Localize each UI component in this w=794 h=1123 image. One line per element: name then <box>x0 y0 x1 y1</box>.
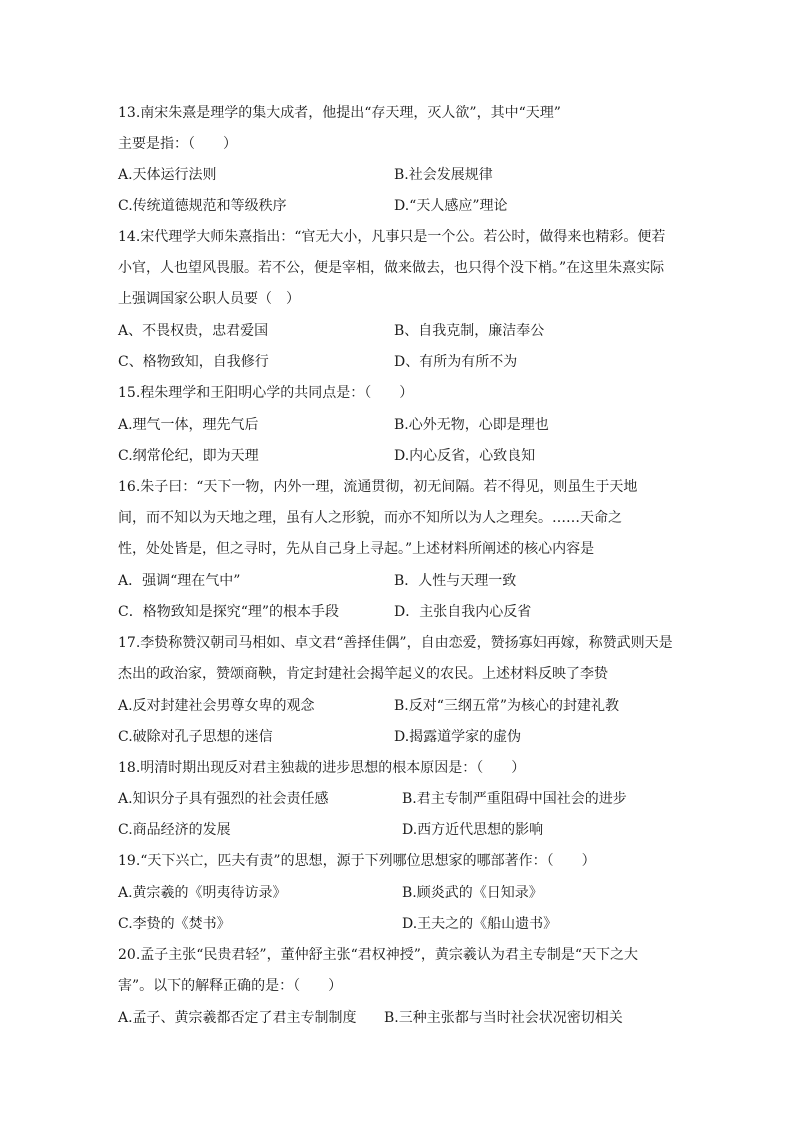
q16-option-c: C．格物致知是探究“理”的根本手段 <box>118 604 340 620</box>
q14-option-b: B、自我克制，廉洁奉公 <box>394 323 545 339</box>
q19-option-b: B.顾炎武的《日知录》 <box>402 885 543 901</box>
q14-option-d: D、有所为有所不为 <box>394 354 518 370</box>
q18-option-d: D.西方近代思想的影响 <box>402 822 544 838</box>
q15-option-b: B.心外无物，心即是理也 <box>394 417 549 433</box>
q15-stem-line-1: 15.程朱理学和王阳明心学的共同点是：（ ） <box>118 385 414 401</box>
q13-option-b: B.社会发展规律 <box>394 167 493 183</box>
q20-option-a: A.孟子、黄宗羲都否定了君主专制制度 <box>118 1010 357 1026</box>
q17-option-c: C.破除对孔子思想的迷信 <box>118 729 273 745</box>
q17-stem-line-2: 杰出的政治家，赞颂商鞅，肯定封建社会揭竿起义的农民。上述材料反映了李贽 <box>118 666 608 682</box>
q18-option-a: A.知识分子具有强烈的社会责任感 <box>118 791 329 807</box>
q16-stem-line-1: 16.朱子曰：“天下一物，内外一理，流通贯彻，初无间隔。若不得见，则虽生于天地 <box>118 479 638 495</box>
q18-option-c: C.商品经济的发展 <box>118 822 231 838</box>
q19-option-d: D.王夫之的《船山遗书》 <box>402 916 558 932</box>
q20-stem-line-1: 20.孟子主张“民贵君轻”，董仲舒主张“君权神授”，黄宗羲认为君主专制是“天下之大 <box>118 947 639 963</box>
q19-option-c: C.李贽的《焚书》 <box>118 916 231 932</box>
q13-stem-line-1: 13.南宋朱熹是理学的集大成者，他提出“存天理，灭人欲”，其中“天理” <box>118 105 561 121</box>
q14-stem-line-2: 小官，人也望风畏服。若不公，便是宰相，做来做去，也只得个没下梢。”在这里朱熹实际 <box>118 260 665 276</box>
q15-option-a: A.理气一体，理先气后 <box>118 417 259 433</box>
q17-option-d: D.揭露道学家的虚伪 <box>394 729 522 745</box>
q20-stem-line-2: 害”。以下的解释正确的是：（ ） <box>118 978 343 994</box>
q14-stem-line-3: 上强调国家公职人员要（ ） <box>118 291 300 307</box>
q16-stem-line-2: 间，而不知以为天地之理，虽有人之形貌，而亦不知所以为人之理矣。……天命之 <box>118 510 622 526</box>
q14-option-a: A、不畏权贵，忠君爱国 <box>118 323 269 339</box>
q16-option-b: B．人性与天理一致 <box>394 573 517 589</box>
q13-option-c: C.传统道德规范和等级秩序 <box>118 198 287 214</box>
q14-stem-line-1: 14.宋代理学大师朱熹指出：“官无大小，凡事只是一个公。若公时，做得来也精彩。便若 <box>118 229 666 245</box>
q13-stem-line-2: 主要是指：（ ） <box>118 136 237 152</box>
q18-option-b: B.君主专制严重阻碍中国社会的进步 <box>402 791 627 807</box>
q17-option-a: A.反对封建社会男尊女卑的观念 <box>118 698 315 714</box>
q16-stem-line-3: 性，处处皆是，但之寻时，先从自己身上寻起。”上述材料所阐述的核心内容是 <box>118 541 595 557</box>
q14-option-c: C、格物致知，自我修行 <box>118 354 269 370</box>
q13-option-a: A.天体运行法则 <box>118 167 217 183</box>
q20-option-b: B.三种主张都与当时社会状况密切相关 <box>384 1010 623 1026</box>
q15-option-d: D.内心反省，心致良知 <box>394 448 536 464</box>
q17-stem-line-1: 17.李贽称赞汉朝司马相如、卓文君“善择佳偶”，自由恋爱，赞扬寡妇再嫁，称赞武则天是 <box>118 635 673 651</box>
q16-option-a: A．强调“理在气中” <box>118 573 241 589</box>
q15-option-c: C.纲常伦纪，即为天理 <box>118 448 259 464</box>
q19-option-a: A.黄宗羲的《明夷待访录》 <box>118 885 287 901</box>
q13-option-d: D.“天人感应”理论 <box>394 198 508 214</box>
q17-option-b: B.反对“三纲五常”为核心的封建礼教 <box>394 698 620 714</box>
q16-option-d: D．主张自我内心反省 <box>394 604 532 620</box>
q19-stem-line-1: 19.“天下兴亡，匹夫有责”的思想，源于下列哪位思想家的哪部著作：（ ） <box>118 853 596 869</box>
q18-stem-line-1: 18.明清时期出现反对君主独裁的进步思想的根本原因是：（ ） <box>118 760 526 776</box>
